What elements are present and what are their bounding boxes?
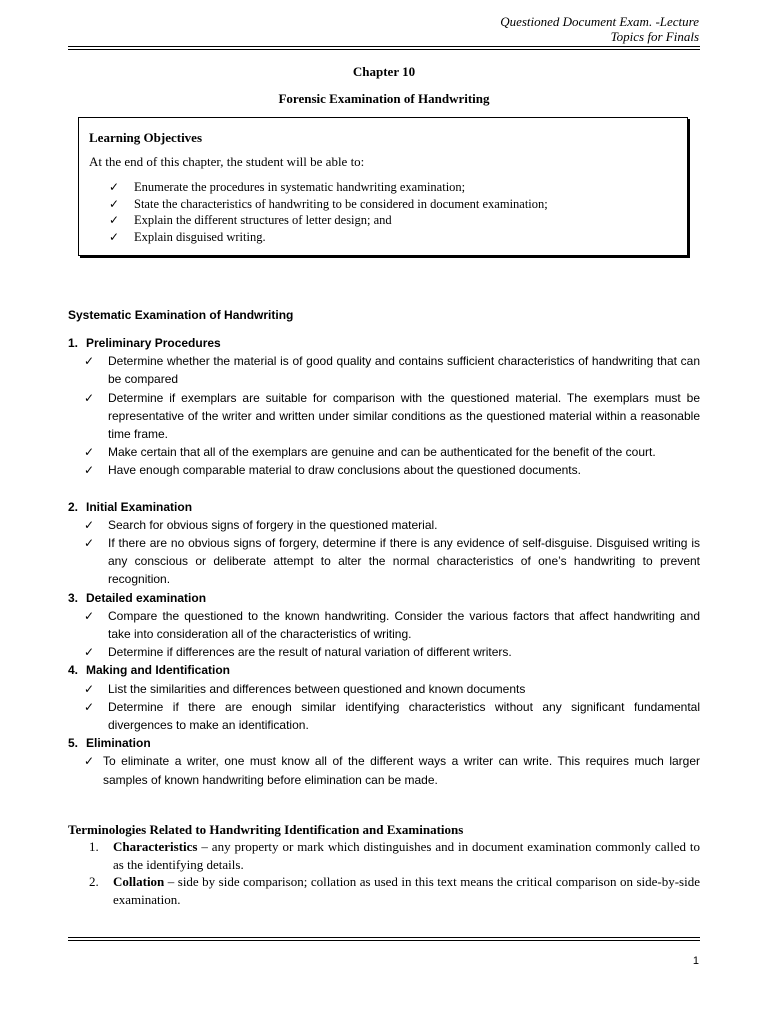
list-item: ✓ List the similarities and differences between questioned and known documents <box>68 680 700 698</box>
list-item: ✓ If there are no obvious signs of forgery, determine if there is any evidence of self-disguise. Disguised writing is any conscious or deliberate attempt to alter the normal characteristics of one’s handwriting to prevent recognition. <box>84 536 700 587</box>
objectives-intro: At the end of this chapter, the student will be able to: <box>89 154 365 169</box>
checkmark-icon: ✓ <box>109 213 120 227</box>
list-item: 1. Characteristics – any property or mark which distinguishes and in document examination commonly called to as the identifying details. <box>89 839 700 872</box>
term-definition: – any property or mark which distinguishes and in document examination commonly called to as the identifying details. <box>113 839 700 872</box>
checkmark-icon: ✓ <box>84 354 95 369</box>
checkmark-icon: ✓ <box>84 463 95 478</box>
checkmark-icon: ✓ <box>84 517 95 532</box>
checkmark-icon: ✓ <box>84 445 95 460</box>
step-heading: 4. Making and Identification <box>68 663 231 678</box>
checkmark-icon: ✓ <box>84 645 95 660</box>
header-rule <box>68 46 700 47</box>
learning-objectives-box <box>78 117 688 256</box>
checkmark-icon: ✓ <box>84 681 95 696</box>
checkmark-icon: ✓ <box>84 754 95 769</box>
list-item: ✓ To eliminate a writer, one must know all of the different ways a writer can write. This requires much larger samples of known handwriting before elimination can be made. <box>84 754 700 787</box>
checkmark-icon: ✓ <box>109 229 120 244</box>
list-item: ✓ Determine whether the material is of good quality and contains sufficient characteristics of handwriting that can be compared <box>84 354 700 387</box>
list-item: ✓ Determine if there are enough similar identifying characteristics without any significant fundamental divergences to make an identification. <box>84 699 700 733</box>
objectives-list <box>109 179 548 245</box>
step-heading: 1. Preliminary Procedures <box>68 336 221 350</box>
checkmark-icon: ✓ <box>84 699 95 714</box>
list-item: ✓ Determine if exemplars are suitable for comparison with the questioned material. The exemplars must be representative of the writer and written under similar conditions as the questioned material within a reasonable time frame. <box>84 390 700 442</box>
term: Characteristics <box>113 839 198 854</box>
chapter-number: Chapter 10 <box>352 64 416 79</box>
checkmark-icon: ✓ <box>84 390 95 405</box>
list-item: ✓ Determine if differences are the result of natural variation of different writers. <box>68 643 700 661</box>
checkmark-icon: ✓ <box>109 180 120 194</box>
step-heading: 2. Initial Examination <box>68 499 193 514</box>
header-line-1: Questioned Document Exam. -Lecture <box>500 14 699 29</box>
step-heading: 5. Elimination <box>68 736 151 751</box>
footer-rule <box>68 940 700 941</box>
step-heading: 3. Detailed examination <box>68 590 207 605</box>
list-item: ✓ Explain the different structures of letter design; and <box>109 213 392 227</box>
checkmark-icon: ✓ <box>109 196 120 211</box>
term: Collation <box>113 874 165 889</box>
list-item: ✓ State the characteristics of handwriting to be considered in document examination; <box>109 196 548 211</box>
terminologies-list <box>68 838 700 908</box>
list-item: ✓ Compare the questioned to the known handwriting. Consider the various factors that affect handwriting and take into consideration all of the characteristics of writing. <box>84 608 700 642</box>
list-item: ✓ Enumerate the procedures in systematic handwriting examination; <box>109 180 466 194</box>
page-number: 1 <box>692 955 699 967</box>
footer-rule <box>68 937 700 938</box>
section-title: Systematic Examination of Handwriting <box>68 308 294 322</box>
systematic-steps <box>68 334 700 789</box>
terminologies-title: Terminologies Related to Handwriting Identification and Examinations <box>68 822 464 837</box>
term-definition: – side by side comparison; collation as used in this text means the critical comparison on side-by-side examination. <box>113 874 700 907</box>
list-item: ✓ Explain disguised writing. <box>109 229 266 244</box>
list-item: ✓ Have enough comparable material to draw conclusions about the questioned documents. <box>68 461 700 479</box>
running-header <box>500 14 699 44</box>
checkmark-icon: ✓ <box>84 608 95 623</box>
header-rule <box>68 49 700 50</box>
list-item: 2. Collation – side by side comparison; collation as used in this text means the critical comparison on side-by-side examination. <box>89 874 700 907</box>
list-item: ✓ Search for obvious signs of forgery in the questioned material. <box>68 516 700 534</box>
checkmark-icon: ✓ <box>84 536 95 551</box>
chapter-title: Forensic Examination of Handwriting <box>278 91 490 106</box>
list-item: ✓ Make certain that all of the exemplars are genuine and can be authenticated for the benefit of the court. <box>68 443 700 461</box>
objectives-heading: Learning Objectives <box>89 130 203 145</box>
header-line-2: Topics for Finals <box>610 29 699 44</box>
